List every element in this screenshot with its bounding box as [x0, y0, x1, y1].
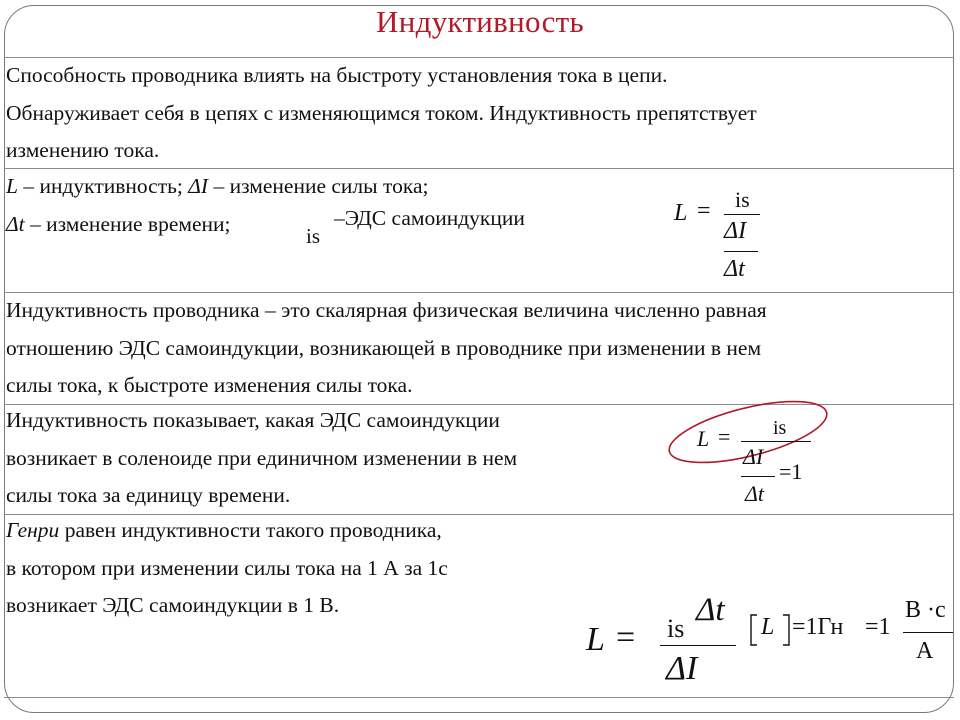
henry-term: Генри	[6, 518, 60, 542]
formula-lhs: L	[697, 426, 710, 451]
text-line: изменению тока.	[6, 138, 160, 162]
text-line: силы тока за единицу времени.	[6, 483, 291, 507]
text-line: Обнаруживает себя в цепях с изменяющимся током. Индуктивность препятствует	[6, 100, 757, 125]
slide-title: Индуктивность	[376, 4, 584, 39]
formula-lhs: L	[586, 621, 605, 658]
row-5-henry	[6, 512, 448, 625]
emf-desc: –ЭДС самоиндукции	[334, 206, 525, 230]
symbol-delta-I: ΔI	[188, 174, 209, 198]
formula-unit-condition: =1	[779, 459, 803, 484]
text-span: равен индуктивности такого проводника,	[59, 518, 442, 542]
unit-denominator: А	[916, 638, 934, 664]
text-line: возникает ЭДС самоиндукции в 1 В.	[6, 593, 340, 617]
symbol-desc: – индуктивность;	[17, 174, 189, 198]
row-4-meaning	[6, 402, 517, 515]
formula-numerator-emf: is	[667, 614, 685, 643]
formula-delta-I: ΔI	[724, 218, 747, 244]
fraction-bar	[724, 251, 758, 252]
unit-henry: =1Гн	[792, 614, 844, 640]
formula-delta-I: ΔI	[743, 444, 764, 469]
symbol-delta-t: Δt	[6, 211, 25, 236]
fraction-bar	[741, 476, 775, 477]
formula-lhs: L	[674, 200, 688, 226]
fraction-bar	[660, 645, 736, 646]
text-line	[6, 512, 448, 550]
text-line: в котором при изменении силы тока на 1 А за 1с	[6, 555, 448, 580]
formula-delta-t: Δt	[724, 256, 745, 282]
text-line: силы тока, к быстроте изменения силы тока.	[6, 373, 413, 397]
unit-equals-one: =1	[865, 614, 891, 640]
formula-numerator: is	[773, 417, 787, 439]
formula-equals: =	[697, 198, 711, 224]
emf-symbol: is	[306, 224, 321, 248]
symbol-L: L	[6, 174, 18, 198]
text-line: Индуктивность показывает, какая ЭДС самоиндукции	[6, 408, 500, 432]
fraction-bar	[903, 632, 953, 633]
formula-denominator-delta-I: ΔI	[666, 650, 698, 687]
row-3-definition	[6, 292, 767, 405]
fraction-bar	[741, 441, 811, 442]
fraction-bar	[724, 214, 760, 215]
formula-numerator: is	[735, 187, 750, 212]
row-divider	[4, 697, 954, 698]
formula-delta-t: Δt	[745, 481, 765, 506]
symbol-desc: – изменение времени;	[24, 211, 231, 236]
formula-equals: =	[616, 619, 636, 656]
text-line: Способность проводника влиять на быстроту установления тока в цепи.	[6, 63, 668, 87]
formula-numerator-delta-t: Δt	[696, 592, 725, 628]
text-line: отношению ЭДС самоиндукции, возникающей в проводнике при изменении в нем	[6, 335, 762, 360]
notation-line-1	[6, 168, 428, 206]
unit-symbol: L	[761, 614, 775, 640]
row-1-definition	[6, 57, 757, 170]
formula-equals: =	[718, 424, 731, 449]
unit-numerator: В ·с	[905, 597, 946, 623]
text-line: возникает в соленоиде при единичном изменении в нем	[6, 445, 518, 470]
text-line: Индуктивность проводника – это скалярная физическая величина численно равная	[6, 298, 767, 322]
symbol-desc: – изменение силы тока;	[208, 174, 429, 198]
